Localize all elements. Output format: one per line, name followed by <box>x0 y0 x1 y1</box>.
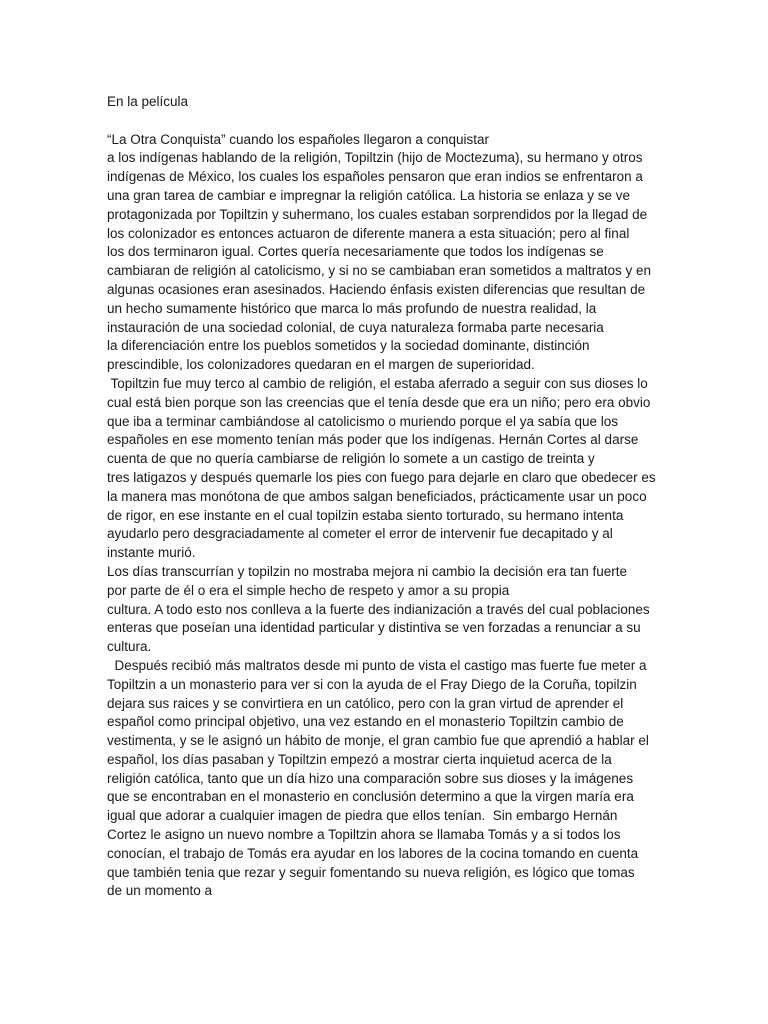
text-line: cuenta de que no quería cambiarse de religión lo somete a un castigo de treinta y <box>107 451 595 467</box>
text-line: ayudarlo pero desgraciadamente al cometer el error de intervenir fue decapitado y al <box>107 526 613 542</box>
text-line: una gran tarea de cambiar e impregnar la religión católica. La historia se enlaza y se ve <box>107 187 631 203</box>
text-line: dejara sus raices y se convirtiera en un católico, pero con la gran virtud de aprender el <box>107 695 624 711</box>
document-heading: En la película <box>107 94 189 109</box>
text-line: instauración de una sociedad colonial, de cuya naturaleza formaba parte necesaria <box>107 319 604 335</box>
text-line: Los días transcurrían y topilzin no mostraba mejora ni cambio la decisión era tan fuerte <box>107 563 628 579</box>
document-body <box>107 93 667 901</box>
text-line: protagonizada por Topiltzin y suhermano, los cuales estaban sorprendidos por la llegad de <box>107 206 648 222</box>
text-line: a los indígenas hablando de la religión, Topiltzin (hijo de Moctezuma), su hermano y otros <box>107 150 643 166</box>
text-line: cambiaran de religión al catolicismo, y si no se cambiaban eran sometidos a maltratos y en <box>107 263 652 279</box>
text-line: por parte de él o era el simple hecho de respeto y amor a su propia <box>107 582 510 598</box>
text-line: enteras que poseían una identidad particular y distintiva se ven forzadas a renunciar a su <box>107 620 641 636</box>
text-line: españoles en ese momento tenían más poder que los indígenas. Hernán Cortes al darse <box>107 432 639 448</box>
text-line: tres latigazos y después quemarle los pies con fuego para dejarle en claro que obedecer es <box>107 469 656 485</box>
text-line: que se encontraban en el monasterio en conclusión determino a que la virgen maría era <box>107 789 634 805</box>
text-line: de un momento a <box>107 883 213 899</box>
text-line: “La Otra Conquista” cuando los españoles llegaron a conquistar <box>107 131 489 147</box>
text-line: prescindible, los colonizadores quedaran en el margen de superioridad. <box>107 357 535 373</box>
text-line: español, los días pasaban y Topiltzin empezó a mostrar cierta inquietud acerca de la <box>107 751 612 767</box>
text-line: de rigor, en ese instante en el cual topilzin estaba siento torturado, su hermano intenta <box>107 507 624 523</box>
text-line: cual está bien porque son las creencias que el tenía desde que era un niño; pero era obvio <box>107 394 651 410</box>
text-line <box>107 112 667 131</box>
text-line: instante murió. <box>107 545 196 561</box>
text-line: los dos terminaron igual. Cortes quería necesariamente que todos los indígenas se <box>107 244 604 260</box>
text-line: la diferenciación entre los pueblos sometidos y la sociedad dominante, distinción <box>107 338 590 354</box>
text-line: Topiltzin fue muy terco al cambio de religión, el estaba aferrado a seguir con sus dioses lo <box>107 375 648 391</box>
text-line: cultura. A todo esto nos conlleva a la fuerte des indianización a través del cual poblaciones <box>107 601 650 617</box>
text-line: algunas ocasiones eran asesinados. Haciendo énfasis existen diferencias que resultan de <box>107 281 646 297</box>
text-line: indígenas de México, los cuales los españoles pensaron que eran indios se enfrentaron a <box>107 169 643 185</box>
text-line: Topiltzin a un monasterio para ver si con la ayuda de el Fray Diego de la Coruña, topilzin <box>107 676 637 692</box>
text-line: que también tenia que rezar y seguir fomentando su nueva religión, es lógico que tomas <box>107 864 635 880</box>
text-line: vestimenta, y se le asignó un hábito de monje, el gran cambio fue que aprendió a hablar el <box>107 733 649 749</box>
text-line: que iba a terminar cambiándose al catolicismo o muriendo porque el ya sabía que los <box>107 413 619 429</box>
text-line: Después recibió más maltratos desde mi punto de vista el castigo mas fuerte fue meter a <box>107 657 647 673</box>
text-line: religión católica, tanto que un día hizo una comparación sobre sus dioses y la imágenes <box>107 770 634 786</box>
text-line: Cortez le asigno un nuevo nombre a Topiltzin ahora se llamaba Tomás y a si todos los <box>107 827 621 843</box>
text-line: la manera mas monótona de que ambos salgan beneficiados, prácticamente usar un poco <box>107 488 647 504</box>
text-line: un hecho sumamente histórico que marca lo más profundo de nuestra realidad, la <box>107 300 597 316</box>
text-line: los colonizador es entonces actuaron de diferente manera a esta situación; pero al final <box>107 225 630 241</box>
text-line: cultura. <box>107 639 152 655</box>
text-line: español como principal objetivo, una vez estando en el monasterio Topiltzin cambio de <box>107 714 624 730</box>
text-line: igual que adorar a cualquier imagen de piedra que ellos tenían. Sin embargo Hernán <box>107 808 618 824</box>
text-line: conocían, el trabajo de Tomás era ayudar en los labores de la cocina tomando en cuenta <box>107 845 639 861</box>
